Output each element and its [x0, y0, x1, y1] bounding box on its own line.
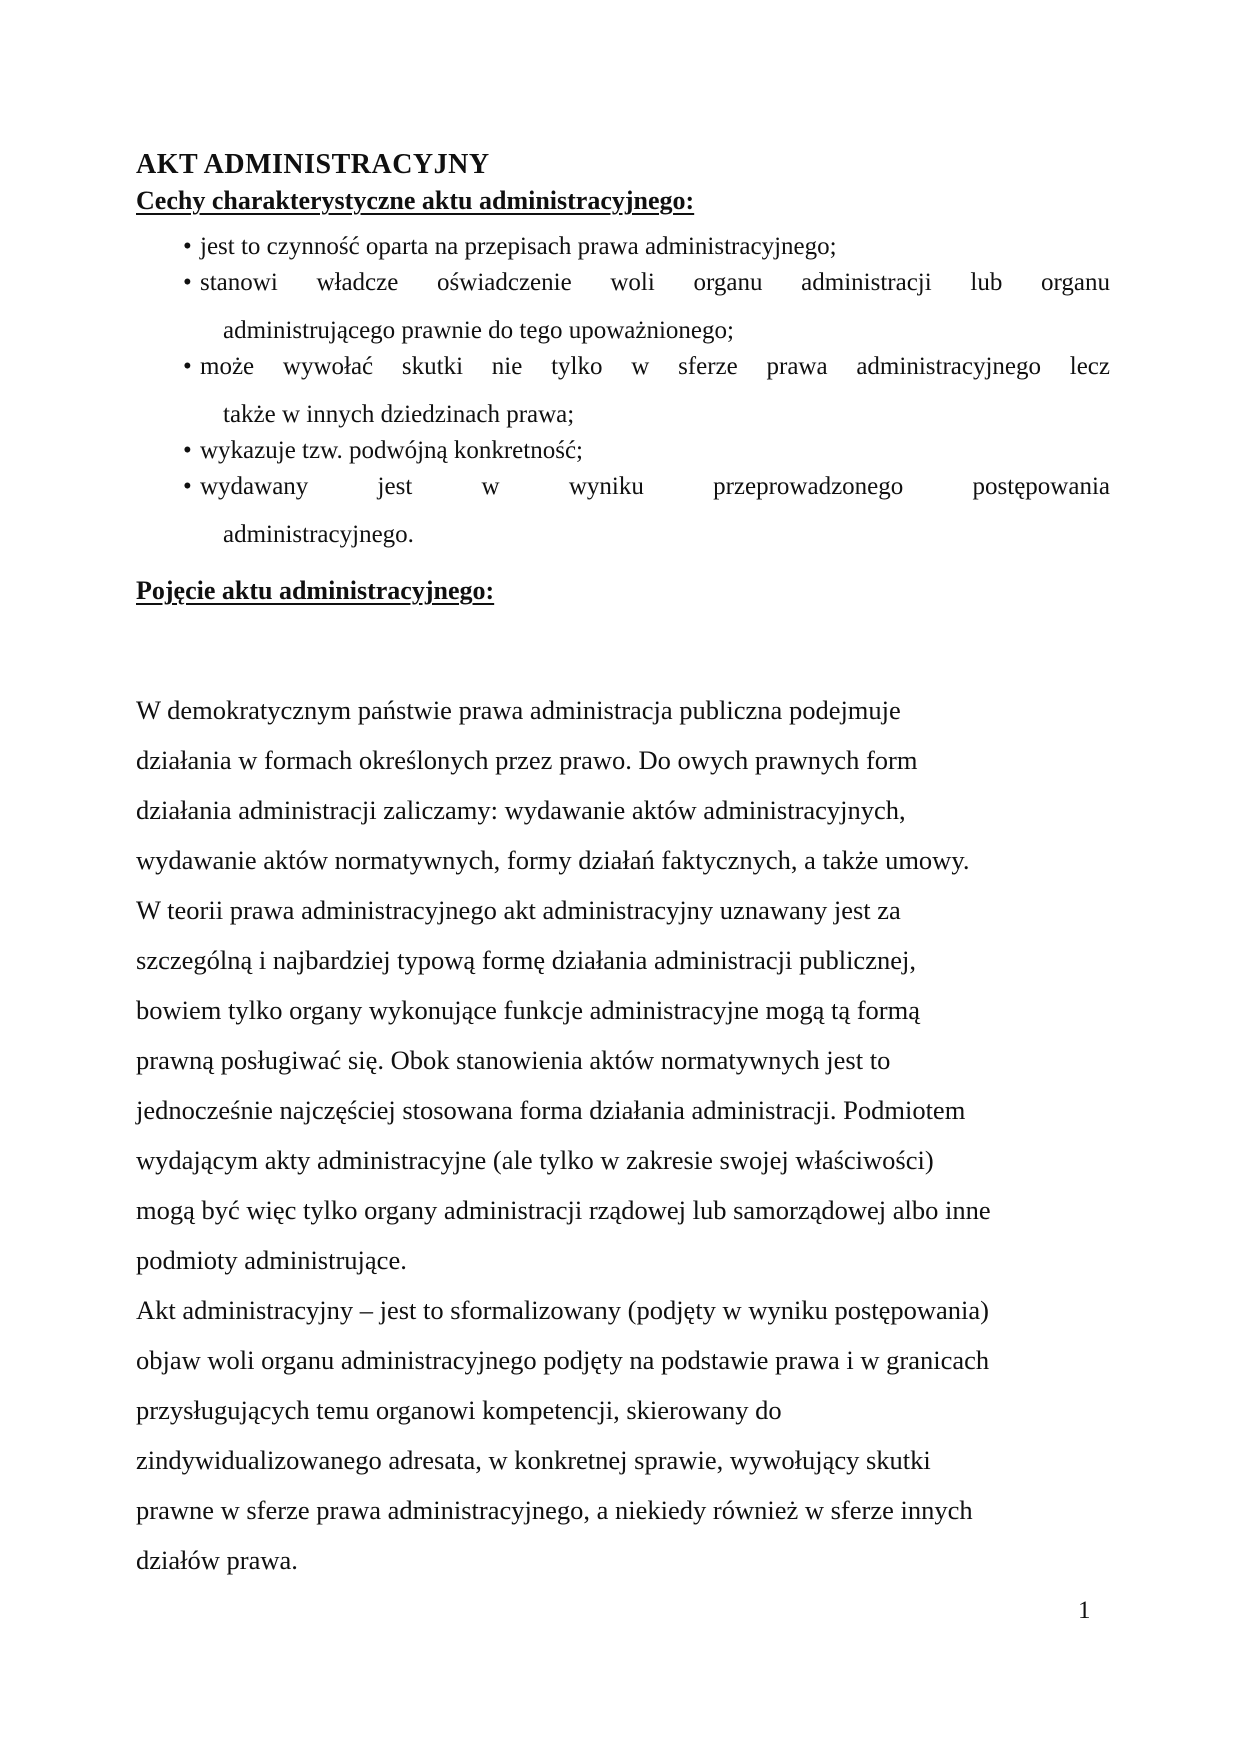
bullet-line-continuation: administracyjnego. — [223, 521, 414, 548]
bullet-icon: • — [183, 353, 192, 380]
body-paragraph — [136, 685, 1110, 1585]
page-number: 1 — [1078, 1597, 1091, 1624]
section-heading-cechy: Cechy charakterystyczne aktu administracyjnego: — [136, 186, 695, 215]
document-content — [136, 148, 1110, 1585]
list-item — [136, 463, 1110, 559]
list-item — [136, 343, 1110, 439]
bullet-icon: • — [183, 473, 192, 500]
paragraph-line: jednocześnie najczęściej stosowana forma działania administracji. Podmiotem — [136, 1095, 966, 1125]
paragraph-line: szczególną i najbardziej typową formę działania administracji publicznej, — [136, 945, 916, 975]
bullet-line — [136, 343, 1110, 391]
bullet-line-continuation: także w innych dziedzinach prawa; — [223, 401, 575, 428]
paragraph-line: działania administracji zaliczamy: wydawanie aktów administracyjnych, — [136, 795, 906, 825]
paragraph-line: działów prawa. — [136, 1545, 298, 1575]
paragraph-line: podmioty administrujące. — [136, 1245, 407, 1275]
paragraph-line: mogą być więc tylko organy administracji rządowej lub samorządowej albo inne — [136, 1195, 991, 1225]
bullet-text: może wywołać skutki nie tylko w sferze prawa administracyjnego lecz — [200, 353, 1110, 380]
paragraph-line: działania w formach określonych przez prawo. Do owych prawnych form — [136, 745, 918, 775]
paragraph-line: bowiem tylko organy wykonujące funkcje administracyjne mogą tą formą — [136, 995, 920, 1025]
paragraph-line: prawne w sferze prawa administracyjnego, a niekiedy również w sferze innych — [136, 1495, 973, 1525]
bullet-icon: • — [183, 233, 192, 260]
bullet-icon: • — [183, 437, 192, 464]
paragraph-line: W teorii prawa administracyjnego akt administracyjny uznawany jest za — [136, 895, 901, 925]
list-item — [136, 259, 1110, 355]
page-title: AKT ADMINISTRACYJNY — [136, 149, 490, 180]
bullet-text: stanowi władcze oświadczenie woli organu administracji lub organu — [200, 269, 1110, 296]
bullet-line-continuation: administrującego prawnie do tego upoważnionego; — [223, 317, 734, 344]
paragraph-line: W demokratycznym państwie prawa administracja publiczna podejmuje — [136, 695, 901, 725]
characteristics-bullet-list — [136, 223, 1110, 559]
paragraph-line: wydawanie aktów normatywnych, formy działań faktycznych, a także umowy. — [136, 845, 970, 875]
section-heading-pojecie: Pojęcie aktu administracyjnego: — [136, 576, 495, 605]
paragraph-line: przysługujących temu organowi kompetencji, skierowany do — [136, 1395, 782, 1425]
bullet-text: wykazuje tzw. podwójną konkretność; — [200, 437, 583, 464]
paragraph-line: objaw woli organu administracyjnego podjęty na podstawie prawa i w granicach — [136, 1345, 990, 1375]
bullet-icon: • — [183, 269, 192, 296]
bullet-line — [136, 259, 1110, 307]
paragraph-line: prawną posługiwać się. Obok stanowienia aktów normatywnych jest to — [136, 1045, 891, 1075]
bullet-text: wydawany jest w wyniku przeprowadzonego postępowania — [200, 473, 1110, 500]
paragraph-line: wydającym akty administracyjne (ale tylko w zakresie swojej właściwości) — [136, 1145, 934, 1175]
bullet-text: jest to czynność oparta na przepisach prawa administracyjnego; — [200, 233, 837, 260]
paragraph-line: Akt administracyjny – jest to sformalizowany (podjęty w wyniku postępowania) — [136, 1295, 989, 1325]
bullet-line — [136, 463, 1110, 511]
paragraph-line: zindywidualizowanego adresata, w konkretnej sprawie, wywołujący skutki — [136, 1445, 931, 1475]
